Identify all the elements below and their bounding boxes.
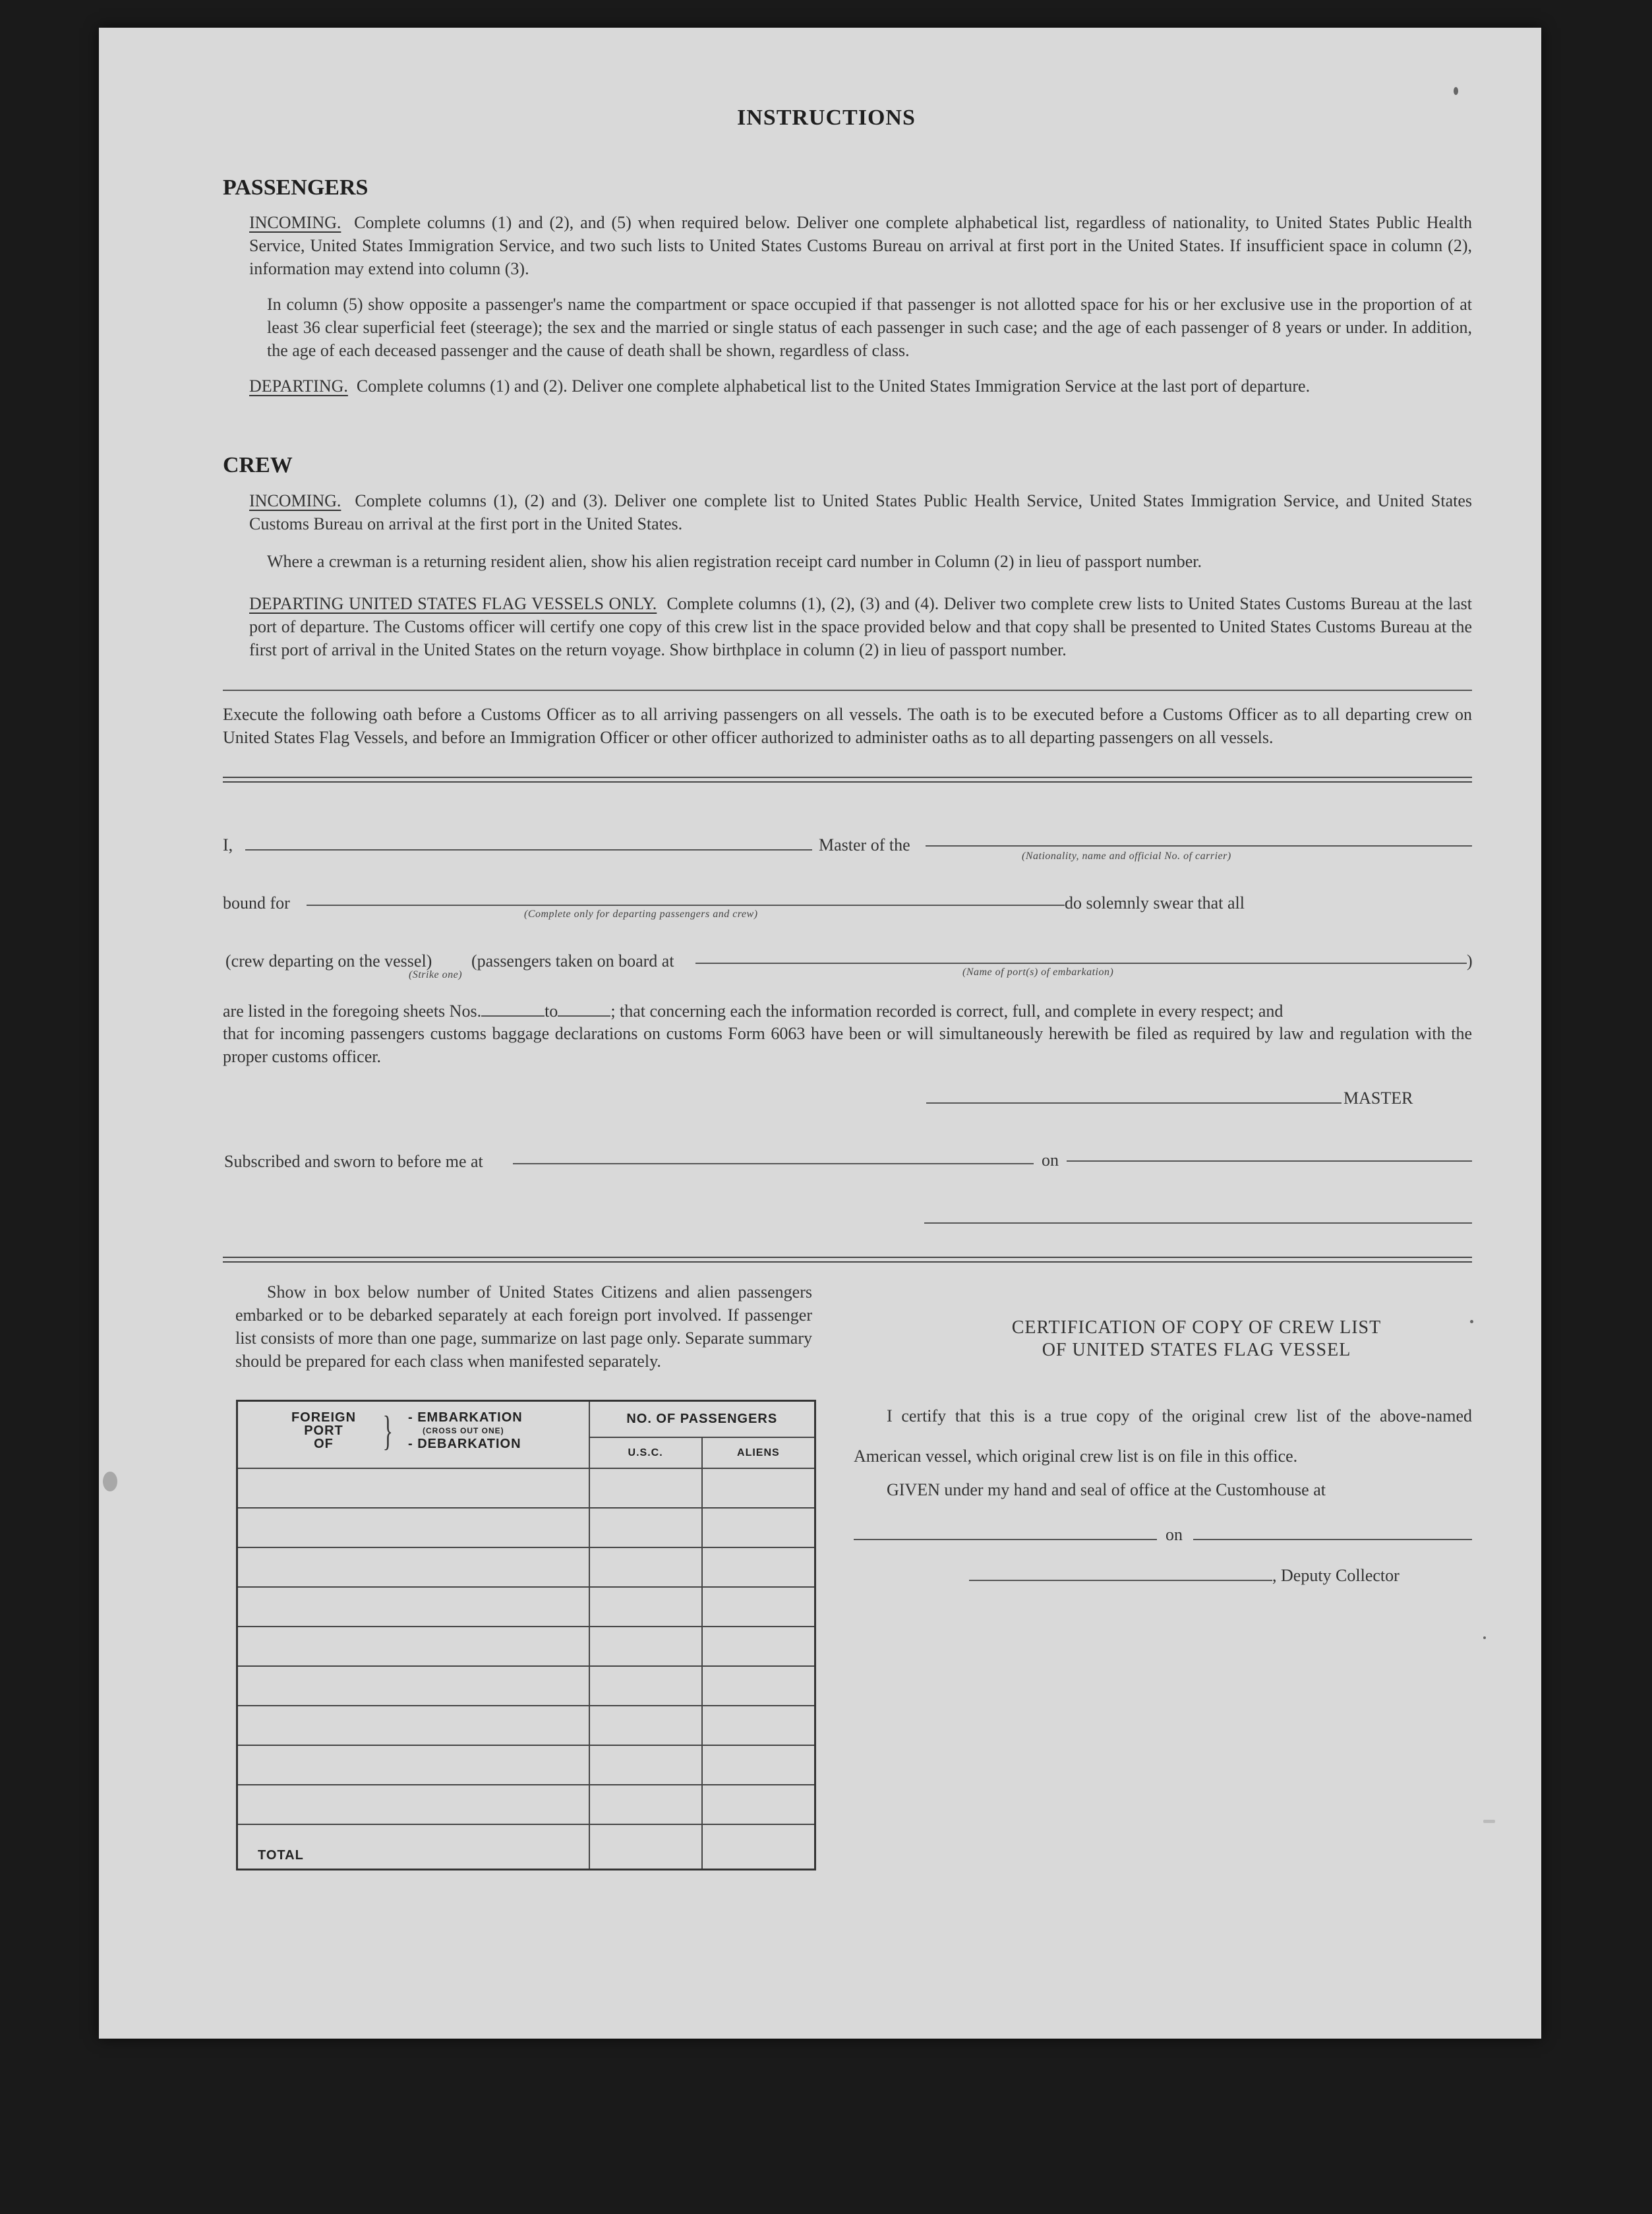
passengers-incoming-text: Complete columns (1) and (2), and (5) when required below. Deliver one complete alphabetical list, regardless of nationality, to United States Public Health Service, United States Immigration Service, and two such lists to United States Customs Bureau on arrival at first port in the United States. If insufficient space in column (2), information may extend into column (3). [249, 213, 1472, 278]
crew-incoming [249, 489, 1472, 535]
certification-on-label: on [1165, 1525, 1183, 1544]
sheet-from-field[interactable] [481, 1003, 545, 1017]
listed-correct-text: ; that concerning each the information recorded is correct, full, and complete in every respect; and [610, 1002, 1283, 1021]
listed-to-label: to [545, 1002, 558, 1021]
ports-caption: (Name of port(s) of embarkation) [962, 967, 1114, 978]
port-cell[interactable] [237, 1666, 589, 1706]
foreign-port-header [237, 1401, 589, 1469]
subscribed-on-label: on [1042, 1151, 1059, 1170]
double-divider-2 [223, 1257, 1472, 1263]
double-divider [223, 777, 1472, 783]
aliens-cell[interactable] [702, 1468, 815, 1508]
port-cell[interactable] [237, 1587, 589, 1627]
table-row [237, 1587, 815, 1627]
master-of-the-label: Master of the [819, 835, 910, 854]
aliens-cell[interactable] [702, 1666, 815, 1706]
swear-label: do solemnly swear that all [1065, 893, 1245, 913]
passengers-taken-option[interactable]: (passengers taken on board at [471, 951, 674, 971]
total-row [237, 1824, 815, 1870]
total-label: TOTAL [237, 1824, 589, 1870]
aliens-cell[interactable] [702, 1785, 815, 1824]
certification-date-line[interactable] [1193, 1539, 1472, 1540]
crew-incoming-text: Complete columns (1), (2) and (3). Deliver one complete list to United States Public Health Service, United States Immigration Service, and United States Customs Bureau on arrival at the first port in the United States. [249, 491, 1473, 533]
certification-title-line1: CERTIFICATION OF COPY OF CREW LIST [1011, 1317, 1382, 1338]
port-cell[interactable] [237, 1706, 589, 1745]
no-passengers-header: NO. OF PASSENGERS [589, 1401, 815, 1438]
usc-cell[interactable] [589, 1508, 702, 1547]
port-cell[interactable] [237, 1508, 589, 1547]
summary-instructions: Show in box below number of United States Citizens and alien passengers embarked or to be debarked separately at each foreign port involved. If passenger list consists of more than one page, summarize on last page only. Separate summary should be prepared for each class when manifested separately. [235, 1282, 812, 1371]
table-row [237, 1706, 815, 1745]
table-row [237, 1547, 815, 1587]
port-label: PORT [304, 1423, 343, 1438]
subscribed-date-line[interactable] [1067, 1160, 1472, 1162]
listed-line-1 [223, 1000, 1283, 1023]
crew-departing-text: Complete columns (1), (2), (3) and (4). Deliver two complete crew lists to United States Customs Bureau at the last port of departure. The Customs officer will certify one copy of this crew list in the space provided below and that copy shall be presented to United States Customs Bureau at the first port of arrival in the United States on the return voyage. Show birthplace in column (2) in lieu of passport number. [249, 594, 1473, 659]
passenger-summary-table [236, 1400, 816, 1870]
bound-for-line[interactable] [307, 905, 1065, 906]
table-row [237, 1468, 815, 1508]
given-text: GIVEN under my hand and seal of office at the Customhouse at [887, 1480, 1326, 1499]
usc-cell[interactable] [589, 1785, 702, 1824]
certification-title [923, 1317, 1470, 1361]
crew-heading: CREW [223, 453, 293, 477]
usc-cell[interactable] [589, 1627, 702, 1666]
port-cell[interactable] [237, 1547, 589, 1587]
usc-cell[interactable] [589, 1587, 702, 1627]
form-page [99, 28, 1541, 2039]
scan-speck [1483, 1820, 1495, 1823]
aliens-total-cell[interactable] [702, 1824, 815, 1870]
port-cell[interactable] [237, 1627, 589, 1666]
usc-total-cell[interactable] [589, 1824, 702, 1870]
brace-icon: } [382, 1407, 394, 1454]
usc-cell[interactable] [589, 1706, 702, 1745]
passengers-incoming [249, 211, 1472, 280]
scan-speck [1470, 1320, 1473, 1323]
port-cell[interactable] [237, 1745, 589, 1785]
oath-i-label: I, [223, 835, 233, 854]
strike-one-caption: (Strike one) [409, 969, 463, 980]
master-name-line[interactable] [245, 849, 812, 851]
crew-resident-alien: Where a crewman is a returning resident alien, show his alien registration receipt card number in Column (2) in lieu of passport number. [267, 552, 1202, 571]
table-row [237, 1745, 815, 1785]
table-row [237, 1508, 815, 1547]
deputy-signature-line[interactable] [969, 1580, 1272, 1581]
scan-speck [1483, 1636, 1486, 1639]
customhouse-line[interactable] [854, 1539, 1157, 1540]
sheet-to-field[interactable] [558, 1003, 610, 1017]
deputy-collector-label: , Deputy Collector [1272, 1566, 1400, 1585]
crew-departing [249, 592, 1472, 661]
page-title: INSTRUCTIONS [737, 105, 916, 130]
aliens-cell[interactable] [702, 1745, 815, 1785]
passengers-departing-label: DEPARTING. [249, 376, 348, 396]
table-row [237, 1627, 815, 1666]
aliens-cell[interactable] [702, 1508, 815, 1547]
debarkation-option[interactable]: - DEBARKATION [408, 1437, 521, 1451]
aliens-cell[interactable] [702, 1706, 815, 1745]
oath-intro: Execute the following oath before a Customs Officer as to all arriving passengers on all vessels. The oath is to be executed before a Customs Officer as to all departing crew on United States Flag Vessels, and before an Immigration Officer or other officer authorized to administer oaths as to all departing passengers on all vessels. [223, 705, 1472, 747]
aliens-header: ALIENS [702, 1437, 815, 1468]
master-signature-line[interactable] [926, 1102, 1342, 1104]
usc-cell[interactable] [589, 1468, 702, 1508]
listed-sheets-label: are listed in the foregoing sheets Nos. [223, 1002, 482, 1021]
cross-out-label: (CROSS OUT ONE) [423, 1426, 504, 1435]
certification-title-line2: OF UNITED STATES FLAG VESSEL [1042, 1340, 1351, 1360]
bound-for-label: bound for [223, 893, 290, 913]
usc-cell[interactable] [589, 1745, 702, 1785]
usc-cell[interactable] [589, 1547, 702, 1587]
aliens-cell[interactable] [702, 1547, 815, 1587]
table-row [237, 1666, 815, 1706]
master-signature-label: MASTER [1343, 1089, 1413, 1108]
aliens-cell[interactable] [702, 1587, 815, 1627]
crew-departing-option[interactable]: (crew departing on the vessel) [225, 951, 432, 971]
close-paren: ) [1467, 951, 1473, 971]
usc-cell[interactable] [589, 1666, 702, 1706]
bound-for-caption: (Complete only for departing passengers and crew) [524, 909, 758, 920]
ports-line[interactable] [695, 963, 1467, 964]
certify-text: I certify that this is a true copy of the original crew list of the above-named American vessel, which original crew list is on file in this office. [854, 1406, 1472, 1466]
scan-speck [103, 1472, 117, 1491]
crew-incoming-label: INCOMING. [249, 491, 341, 510]
embarkation-option[interactable]: - EMBARKATION [408, 1410, 523, 1425]
passengers-departing-text: Complete columns (1) and (2). Deliver one complete alphabetical list to the United States Immigration Service at the last port of departure. [356, 376, 1311, 396]
aliens-cell[interactable] [702, 1627, 815, 1666]
port-cell[interactable] [237, 1468, 589, 1508]
carrier-caption: (Nationality, name and official No. of carrier) [1022, 851, 1231, 862]
usc-header: U.S.C. [589, 1437, 702, 1468]
passengers-departing [249, 374, 1472, 398]
crew-departing-label: DEPARTING UNITED STATES FLAG VESSELS ONLY. [249, 594, 657, 613]
passengers-heading: PASSENGERS [223, 175, 369, 200]
table-row [237, 1785, 815, 1824]
of-label: OF [314, 1437, 334, 1451]
passengers-incoming-label: INCOMING. [249, 213, 341, 232]
officer-signature-line[interactable] [924, 1222, 1472, 1224]
port-cell[interactable] [237, 1785, 589, 1824]
foreign-label: FOREIGN [291, 1410, 357, 1425]
subscribed-label: Subscribed and sworn to before me at [224, 1152, 483, 1171]
carrier-line[interactable] [926, 845, 1472, 847]
passengers-column5: In column (5) show opposite a passenger's name the compartment or space occupied if that passenger is not allotted space for his or her exclusive use in the proportion of at least 36 clear superficial feet (steerage); the sex and the married or single status of each passenger in such case; and the age of each passenger of 8 years or under. In addition, the age of each deceased passenger and the cause of death shall be shown, regardless of class. [267, 295, 1472, 360]
subscribed-place-line[interactable] [513, 1163, 1034, 1164]
listed-customs-text: that for incoming passengers customs baggage declarations on customs Form 6063 have been or will simultaneously herewith be filed as required by law and regulation with the proper customs officer. [223, 1024, 1472, 1066]
divider [223, 690, 1472, 691]
scan-speck [1454, 87, 1458, 95]
